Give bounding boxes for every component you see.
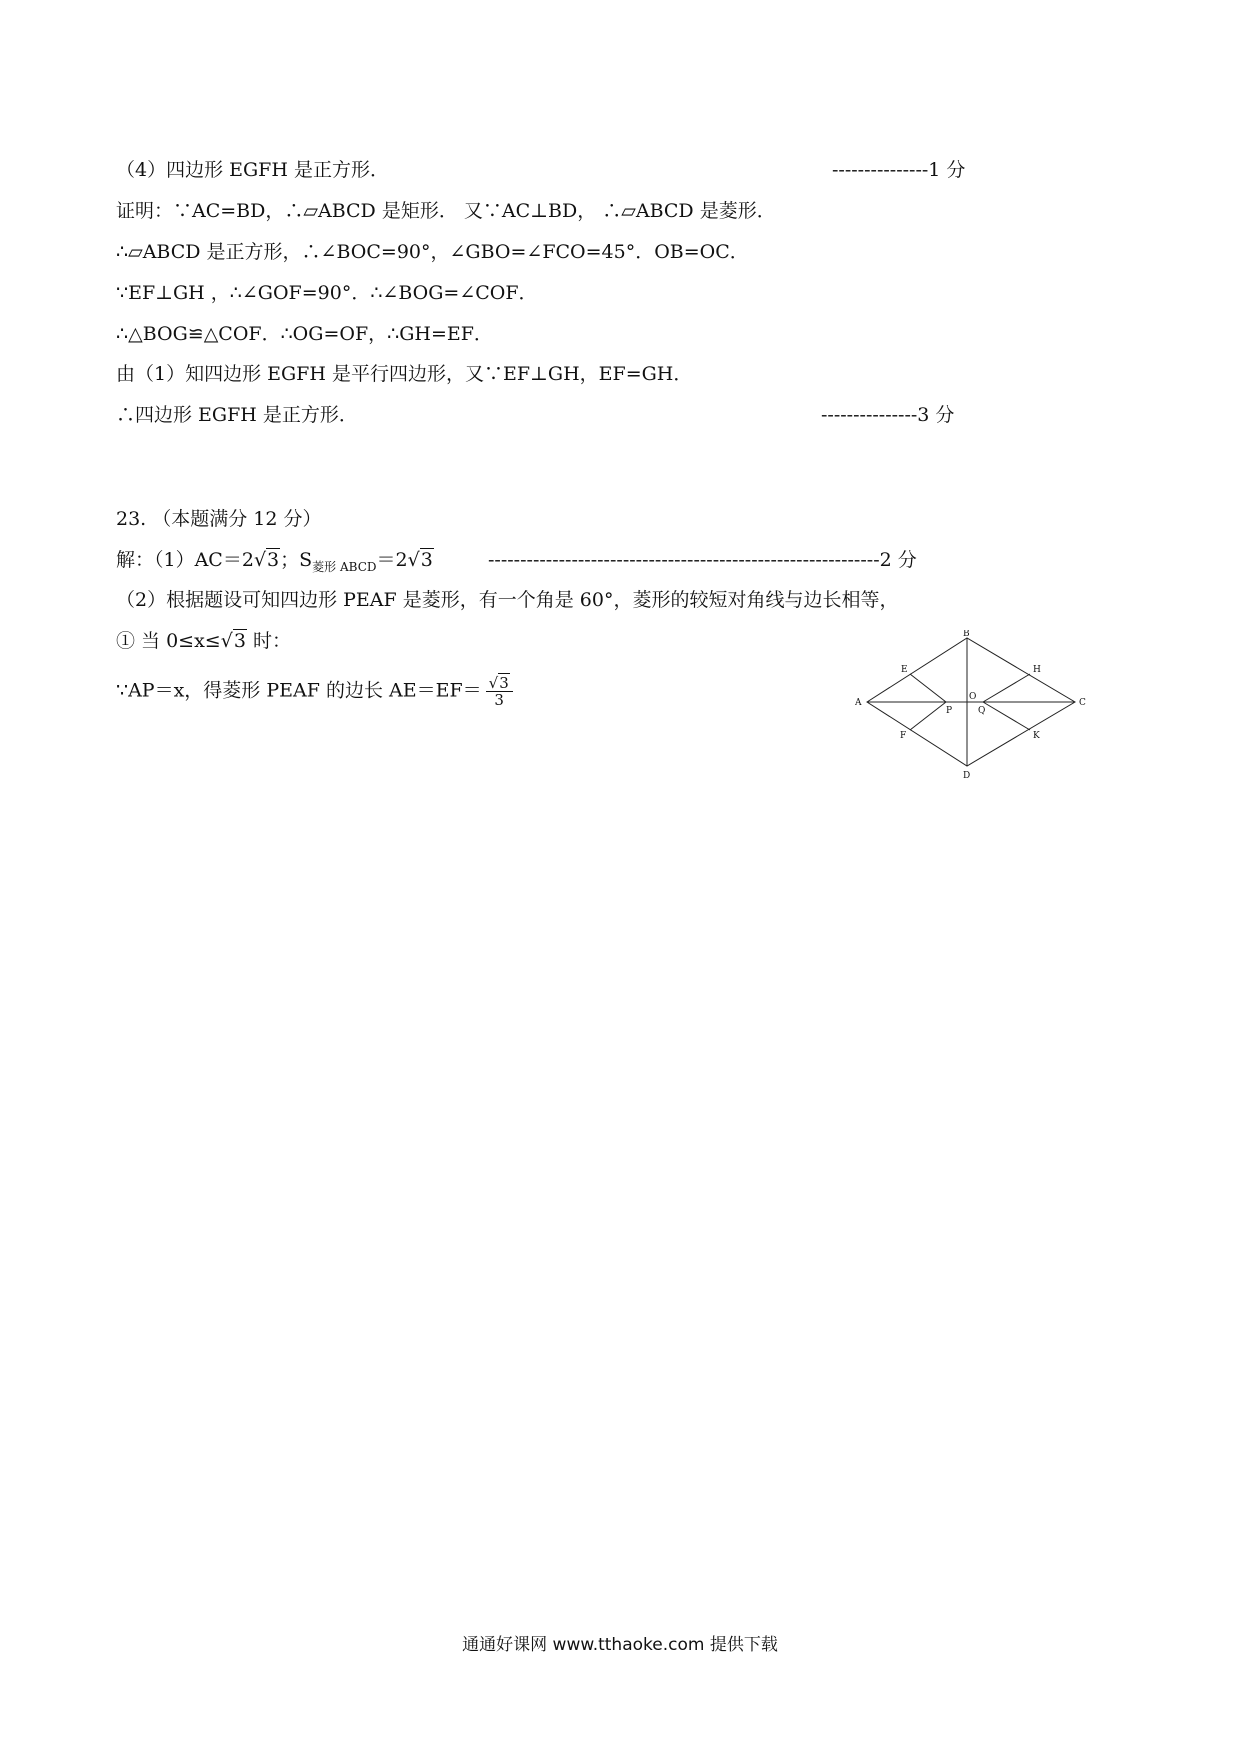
label-h: H xyxy=(1033,665,1041,675)
case1-suffix: 时： xyxy=(246,630,291,652)
q23-solution-1 xyxy=(116,546,434,581)
fraction-numerator: √3 xyxy=(486,675,513,692)
sol1-sub: 菱形 ABCD xyxy=(312,559,377,574)
proof-line-1: 证明：∵AC=BD，∴▱ABCD 是矩形． 又∵AC⊥BD， ∴▱ABCD 是菱形． xyxy=(116,200,776,222)
segment-kq xyxy=(983,702,1030,730)
case1-sqrt: 3 xyxy=(233,630,246,652)
q23-solution-2: （2）根据题设可知四边形 PEAF 是菱形，有一个角是 60°，菱形的较短对角线与边长相等， xyxy=(116,589,899,611)
label-o: O xyxy=(969,692,977,702)
page-footer: 通通好课网 www.tthaoke.com 提供下载 xyxy=(462,1635,778,1655)
proof-line-5: 由（1）知四边形 EGFH 是平行四边形，又∵EF⊥GH，EF=GH． xyxy=(116,363,693,385)
label-p: P xyxy=(946,706,953,716)
sol1-sqrt-2: 3 xyxy=(420,549,433,571)
q23-case-1-line xyxy=(116,675,513,708)
segment-fp xyxy=(910,702,946,730)
fraction-denominator: 3 xyxy=(494,691,504,709)
q23-case-1 xyxy=(116,627,291,655)
part4-title: （4）四边形 EGFH 是正方形． xyxy=(116,159,389,181)
part4-score-2: ---------------3 分 xyxy=(821,404,955,426)
sol1-sqrt: 3 xyxy=(267,549,280,571)
sol1-prefix: 解：（1）AC＝2 xyxy=(116,549,254,571)
label-e: E xyxy=(901,665,908,675)
label-d: D xyxy=(963,771,971,780)
case1-line-text: ∵AP＝x，得菱形 PEAF 的边长 AE＝EF＝ xyxy=(116,679,482,702)
fraction xyxy=(486,675,513,708)
segment-ep xyxy=(910,674,946,702)
label-q: Q xyxy=(978,706,986,716)
sol1-eq: ＝2 xyxy=(376,549,408,571)
label-f: F xyxy=(900,731,907,741)
rhombus-figure xyxy=(855,630,1095,780)
part4-score-1: ---------------1 分 xyxy=(832,159,966,181)
label-c: C xyxy=(1079,698,1086,708)
label-a: A xyxy=(855,698,862,708)
sol1-mid: ；S xyxy=(280,549,313,571)
case1-prefix: ① 当 0≤x≤ xyxy=(116,630,221,652)
proof-line-3: ∵EF⊥GH ，∴∠GOF=90°．∴∠BOG=∠COF． xyxy=(116,282,538,304)
q23-score-1: -------------------------------------------------------------2 分 xyxy=(488,549,917,571)
sqrt-sign: √ xyxy=(253,549,267,571)
q23-heading: 23. （本题满分 12 分） xyxy=(116,508,322,530)
segment-hq xyxy=(983,674,1030,702)
label-k: K xyxy=(1033,731,1040,741)
proof-line-6: ∴四边形 EGFH 是正方形． xyxy=(116,404,358,426)
sqrt-sign-3: √ xyxy=(220,630,233,652)
sqrt-sign-2: √ xyxy=(407,549,420,571)
proof-line-2: ∴▱ABCD 是正方形，∴∠BOC=90°，∠GBO=∠FCO=45°．OB=OC． xyxy=(116,241,749,263)
proof-line-4: ∴△BOG≌△COF．∴OG=OF，∴GH=EF． xyxy=(116,323,493,345)
label-b: B xyxy=(963,630,970,639)
